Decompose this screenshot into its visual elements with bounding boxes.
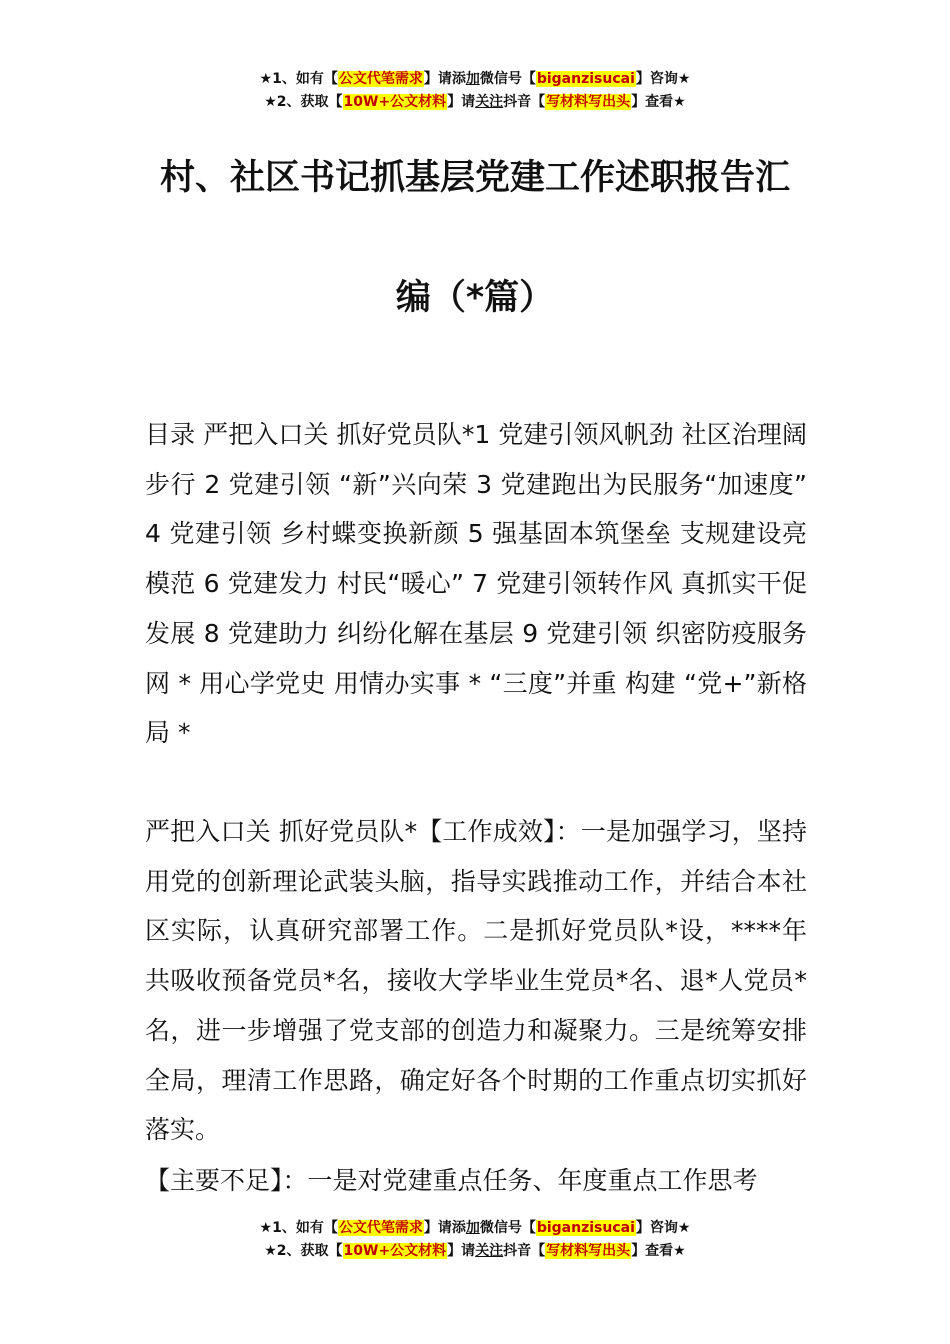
- promo-text: 抖音【: [503, 1243, 546, 1259]
- promo-highlight: 10W+公文材料: [343, 1243, 447, 1259]
- document-title-line-1: 村、社区书记抓基层党建工作述职报告汇: [159, 158, 790, 198]
- promo-prefix: ★1、如有【: [259, 71, 338, 87]
- promo-underlined: 加: [465, 1220, 480, 1236]
- body-paragraph-2: 【主要不足】：一是对党建重点任务、年度重点工作思考: [145, 1166, 758, 1195]
- table-of-contents: 目录 严把入口关 抓好党员队*1 党建引领风帆劲 社区治理阔步行 2 党建引领 “新”兴向荣 3 党建跑出为民服务“加速度” 4 党建引领 乡村蝶变换新颜 5 强基固本筑堡垒 支规建设亮模范 6 党建发力 村民“暖心” 7 党建引领转作风 真抓实干促发展 8 党建助力 纠纷化解在基层 9 党建引领 织密防疫服务网 * 用心学党史 用情办实事 * “三度”并重 构建 “党+”新格局 *: [145, 420, 807, 748]
- promo-suffix: 】查看★: [631, 1243, 686, 1259]
- promo-underlined: 关注: [475, 1243, 504, 1259]
- promo-highlight: 公文代笔需求: [338, 1220, 423, 1236]
- promo-text: 】请: [447, 94, 476, 110]
- promo-text: 微信号【: [479, 1220, 536, 1236]
- promo-prefix: ★2、获取【: [264, 94, 343, 110]
- promo-highlight: 写材料写出头: [546, 94, 631, 110]
- promo-text: 】请: [447, 1243, 476, 1259]
- body-paragraph-1: 严把入口关 抓好党员队*【工作成效】：一是加强学习，坚持用党的创新理论武装头脑，指导实践推动工作，并结合本社区实际，认真研究部署工作。二是抓好党员队*设，****年共吸收预备党员*名，接收大学毕业生党员*名、退*人党员*名，进一步增强了党支部的创造力和凝聚力。三是统筹安排全局，理清工作思路，确定好各个时期的工作重点切实抓好落实。: [145, 817, 807, 1145]
- promo-line-2: [0, 91, 950, 114]
- promo-line-1: [0, 1217, 950, 1240]
- promo-underlined: 关注: [475, 94, 504, 110]
- promo-prefix: ★2、获取【: [264, 1243, 343, 1259]
- promo-underlined: 加: [465, 71, 480, 87]
- promo-suffix: 】咨询★: [635, 71, 691, 87]
- promo-prefix: ★1、如有【: [259, 1220, 338, 1236]
- promo-text: 】请添: [423, 1220, 466, 1236]
- promo-highlight: 公文代笔需求: [338, 71, 423, 87]
- document-title-line-2: 编（*篇）: [395, 278, 555, 318]
- promo-suffix: 】咨询★: [635, 1220, 691, 1236]
- promo-suffix: 】查看★: [631, 94, 686, 110]
- promo-text: 抖音【: [503, 94, 546, 110]
- promo-highlight: 写材料写出头: [546, 1243, 631, 1259]
- promo-line-1: [0, 68, 950, 91]
- promo-highlight: biganzisucai: [536, 1220, 635, 1236]
- promo-text: 微信号【: [479, 71, 536, 87]
- promo-text: 】请添: [423, 71, 466, 87]
- promo-highlight: biganzisucai: [536, 71, 635, 87]
- footer-promo: [0, 1217, 950, 1263]
- promo-highlight: 10W+公文材料: [343, 94, 447, 110]
- header-promo: [0, 68, 950, 114]
- promo-line-2: [0, 1240, 950, 1263]
